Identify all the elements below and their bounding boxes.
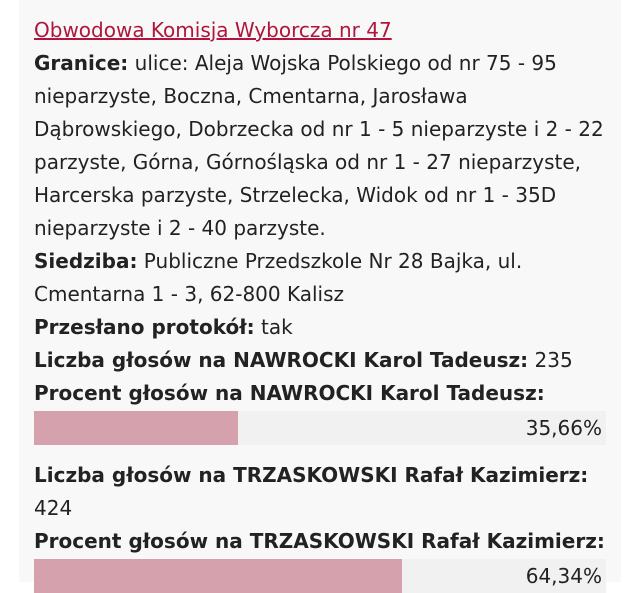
votes-label: Liczba głosów na TRZASKOWSKI Rafał Kazimierz: <box>34 463 589 487</box>
protokol-value: tak <box>254 315 293 339</box>
commission-title-link[interactable]: Obwodowa Komisja Wyborcza nr 47 <box>34 18 392 42</box>
granice-text: ulice: Aleja Wojska Polskiego od nr 75 - 95 nieparzyste, Boczna, Cmentarna, Jarosława Dąbrowskiego, Dobrzecka od nr 1 - 5 nieparzyste i 2 - 22 parzyste, Górna, Górnośląska od nr 1 - 27 nieparzyste, Harcerska parzyste, Strzelecka, Widok od nr 1 - 35D nieparzyste i 2 - 40 parzyste. <box>34 51 604 240</box>
votes-value: 424 <box>34 496 73 520</box>
percent-bar-fill <box>34 411 238 445</box>
siedziba-paragraph <box>34 245 606 311</box>
percent-label: Procent głosów na TRZASKOWSKI Rafał Kazimierz: <box>34 529 605 553</box>
percent-label: Procent głosów na NAWROCKI Karol Tadeusz: <box>34 381 545 405</box>
candidate-votes-nawrocki <box>34 344 606 377</box>
candidate-percent-label-nawrocki <box>34 377 606 410</box>
candidate-votes-trzaskowski <box>34 459 606 525</box>
votes-label: Liczba głosów na NAWROCKI Karol Tadeusz: <box>34 348 529 372</box>
granice-label: Granice: <box>34 51 129 75</box>
percent-bar-nawrocki <box>34 411 606 445</box>
percent-bar-value: 64,34% <box>525 564 602 588</box>
commission-card <box>19 0 621 588</box>
percent-bar-trzaskowski <box>34 559 606 593</box>
protokol-label: Przesłano protokół: <box>34 315 255 339</box>
siedziba-label: Siedziba: <box>34 249 138 273</box>
votes-value: 235 <box>528 348 573 372</box>
candidate-percent-label-trzaskowski <box>34 525 606 558</box>
protokol-paragraph <box>34 311 606 344</box>
granice-paragraph <box>34 47 606 245</box>
percent-bar-value: 35,66% <box>525 416 602 440</box>
siedziba-text: Publiczne Przedszkole Nr 28 Bajka, ul. Cmentarna 1 - 3, 62-800 Kalisz <box>34 249 523 306</box>
percent-bar-fill <box>34 559 402 593</box>
